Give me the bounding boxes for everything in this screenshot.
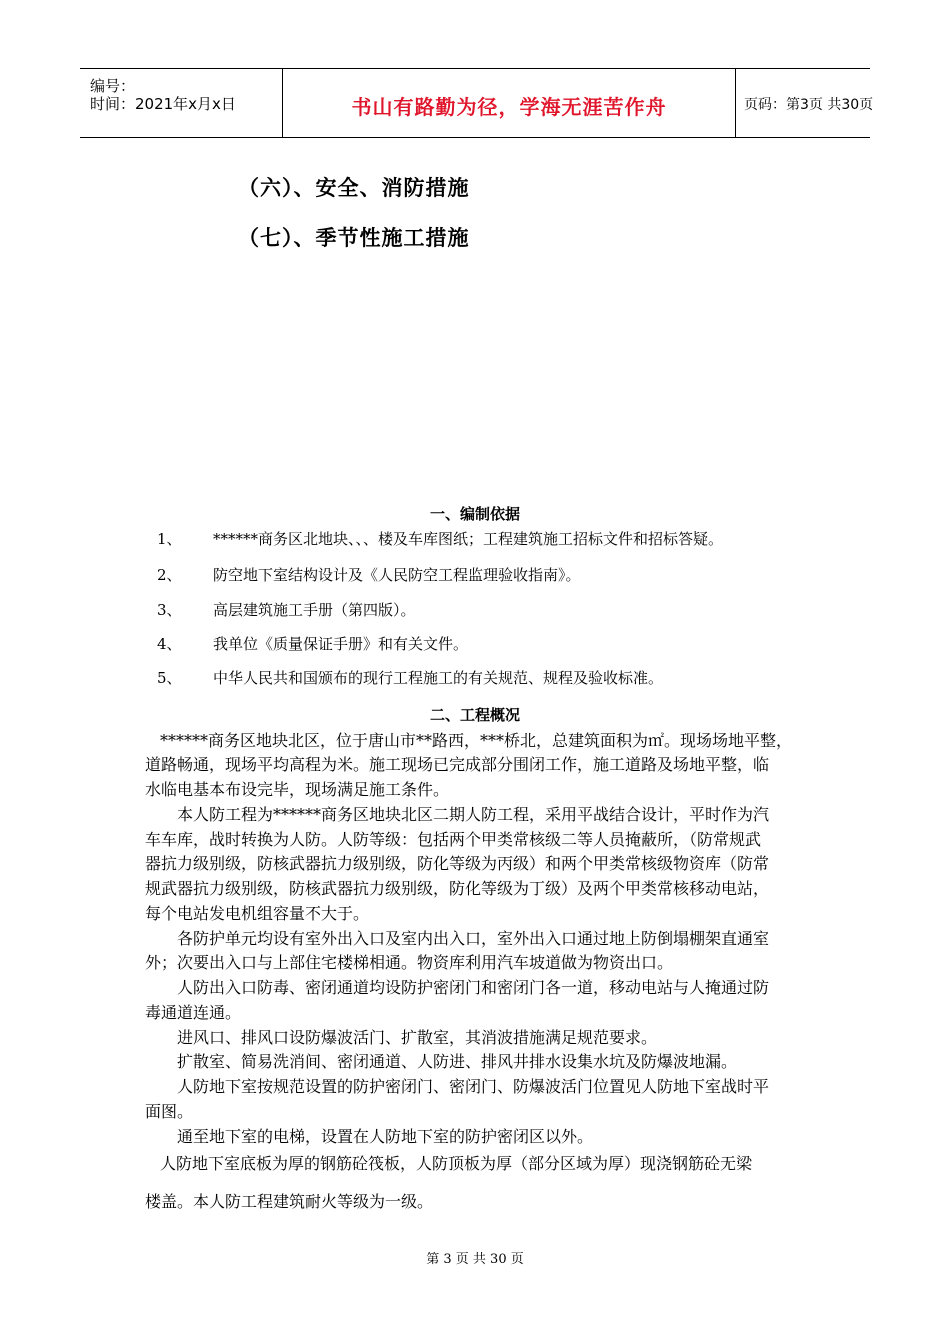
list-number: 4、 (157, 635, 182, 653)
toc-item-seasonal: （七）、季节性施工措施 (238, 226, 470, 250)
header-page-cell (736, 69, 874, 137)
list-text: ******商务区北地块、、、楼及车库图纸；工程建筑施工招标文件和招标答疑。 (213, 530, 724, 548)
page-header (80, 68, 874, 138)
list-number: 5、 (157, 669, 182, 687)
body-line: 面图。 (145, 1102, 194, 1121)
body-line: 扩散室、简易洗消间、密闭通道、人防进、排风井排水设集水坑及防爆波地漏。 (177, 1052, 738, 1071)
header-motto-cell (283, 69, 736, 137)
body-line: 各防护单元均设有室外出入口及室内出入口，室外出入口通过地上防倒塌棚架直通室 (177, 929, 770, 948)
body-line: 人防地下室按规范设置的防护密闭门、密闭门、防爆波活门位置见人防地下室战时平 (177, 1077, 770, 1096)
section-title-overview: 二、工程概况 (429, 706, 520, 724)
body-line: 本人防工程为******商务区地块北区二期人防工程，采用平战结合设计，平时作为汽 (177, 805, 770, 824)
list-text: 高层建筑施工手册（第四版）。 (213, 601, 416, 619)
list-number: 2、 (157, 566, 182, 584)
motto-text: 书山有路勤为径，学海无涯苦作舟 (351, 95, 667, 119)
body-line: 进风口、排风口设防爆波活门、扩散室，其消波措施满足规范要求。 (177, 1028, 658, 1047)
list-text: 中华人民共和国颁布的现行工程施工的有关规范、规程及验收标准。 (213, 669, 664, 687)
serial-label: 编号： (90, 77, 136, 95)
body-line: 水临电基本布设完毕，现场满足施工条件。 (145, 780, 450, 799)
page-footer: 第 3 页 共 30 页 (426, 1252, 524, 1267)
list-text: 我单位《质量保证手册》和有关文件。 (213, 635, 469, 653)
body-line: 毒通道连通。 (145, 1003, 242, 1022)
toc-item-safety: （六）、安全、消防措施 (238, 176, 470, 200)
header-meta-cell (80, 69, 283, 137)
body-line: 楼盖。本人防工程建筑耐火等级为一级。 (145, 1192, 434, 1211)
body-line: 道路畅通，现场平均高程为米。施工现场已完成部分围闭工作，施工道路及场地平整，临 (145, 755, 770, 774)
body-line: 车车库，战时转换为人防。人防等级：包括两个甲类常核级二等人员掩蔽所，（防常规武 (145, 830, 762, 849)
body-line: 外；次要出入口与上部住宅楼梯相通。物资库利用汽车坡道做为物资出口。 (145, 953, 674, 972)
list-number: 1、 (157, 530, 182, 548)
body-line: ******商务区地块北区，位于唐山市**路西，***桥北，总建筑面积为㎡。现场场地平整， (160, 731, 793, 750)
body-line: 每个电站发电机组容量不大于。 (145, 904, 370, 923)
body-line: 通至地下室的电梯，设置在人防地下室的防护密闭区以外。 (177, 1127, 594, 1146)
time-label: 时间：2021年x月x日 (90, 95, 236, 113)
body-line: 规武器抗力级别级，防核武器抗力级别级，防化等级为丁级）及两个甲类常核移动电站， (145, 879, 770, 898)
page-label: 页码：第3页 共30页 (744, 97, 874, 113)
body-line: 人防出入口防毒、密闭通道均设防护密闭门和密闭门各一道，移动电站与人掩通过防 (177, 978, 770, 997)
list-number: 3、 (157, 601, 182, 619)
body-line: 人防地下室底板为厚的钢筋砼筏板，人防顶板为厚（部分区域为厚）现浇钢筋砼无梁 (160, 1154, 753, 1173)
section-title-basis: 一、编制依据 (429, 505, 520, 523)
body-line: 器抗力级别级，防核武器抗力级别级，防化等级为丙级）和两个甲类常核级物资库（防常 (145, 854, 770, 873)
list-text: 防空地下室结构设计及《人民防空工程监理验收指南》。 (213, 566, 581, 584)
